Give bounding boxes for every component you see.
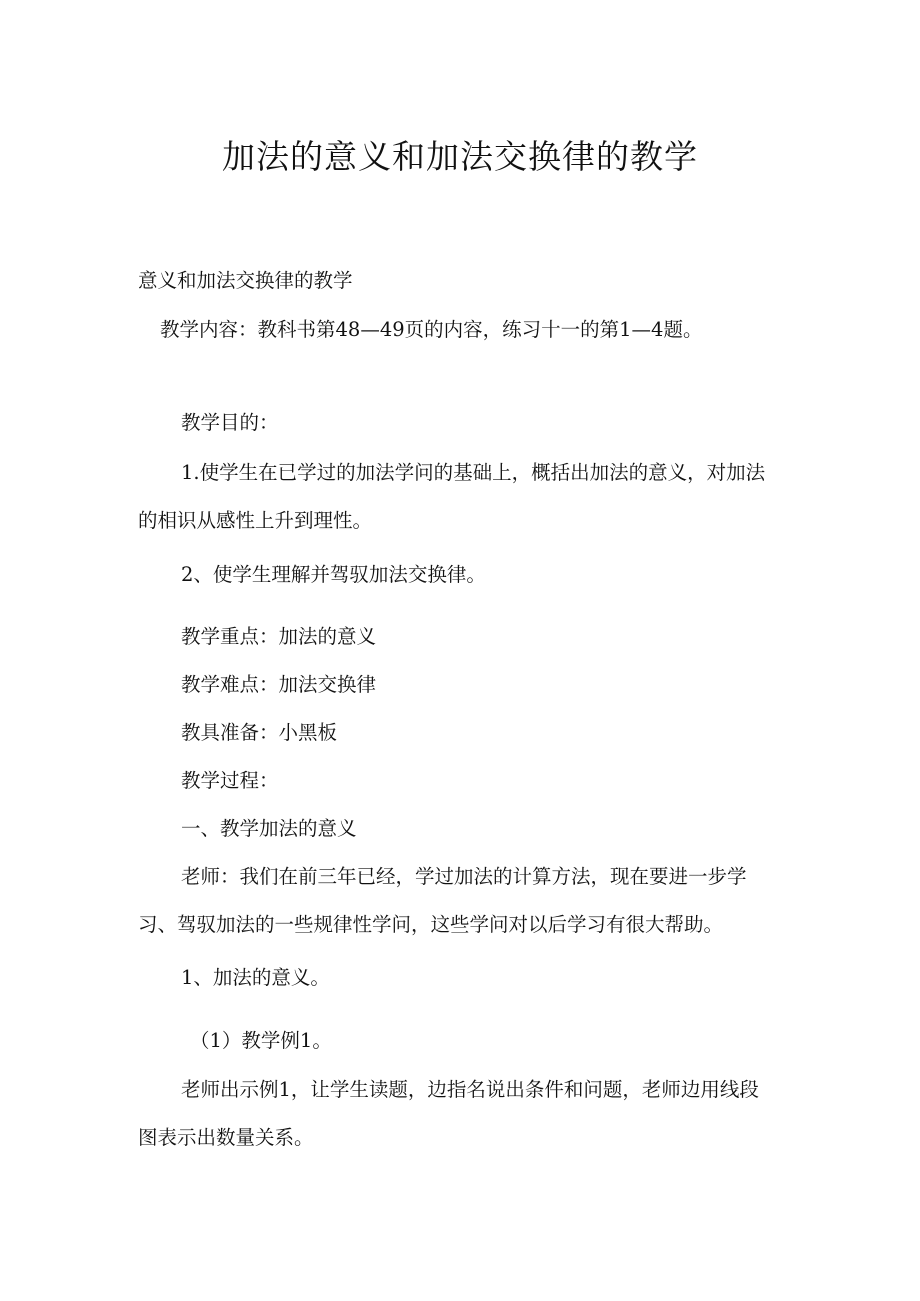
section-1-heading: 一、教学加法的意义	[181, 817, 357, 840]
example-1-line: （1）教学例1。	[190, 1029, 332, 1052]
teacher-line: 老师：我们在前三年已经，学过加法的计算方法，现在要进一步学	[181, 865, 747, 888]
teaching-aids-line: 教具准备：小黑板	[181, 721, 338, 744]
objective-1-continuation: 的相识从感性上升到理性。	[138, 509, 373, 532]
objective-2-line: 2、使学生理解并驾驭加法交换律。	[181, 563, 486, 586]
objective-1-line: 1.使学生在已学过的加法学问的基础上，概括出加法的意义，对加法	[181, 461, 766, 484]
teacher-line-continuation: 习、驾驭加法的一些规律性学问，这些学问对以后学习有很大帮助。	[138, 913, 724, 936]
example-instruction-line: 老师出示例1，让学生读题，边指名说出条件和问题，老师边用线段	[181, 1078, 759, 1101]
difficulty-line: 教学难点：加法交换律	[181, 673, 377, 696]
content-line: 教学内容：教科书第48—49页的内容，练习十一的第1—4题。	[160, 318, 703, 341]
objectives-heading: 教学目的：	[181, 411, 279, 434]
process-heading: 教学过程：	[181, 769, 279, 792]
key-point-line: 教学重点：加法的意义	[181, 625, 377, 648]
subtitle-line: 意义和加法交换律的教学	[138, 269, 353, 292]
addition-meaning-line: 1、加法的意义。	[181, 966, 330, 989]
example-instruction-continuation: 图表示出数量关系。	[138, 1126, 314, 1149]
document-title: 加法的意义和加法交换律的教学	[222, 137, 698, 176]
